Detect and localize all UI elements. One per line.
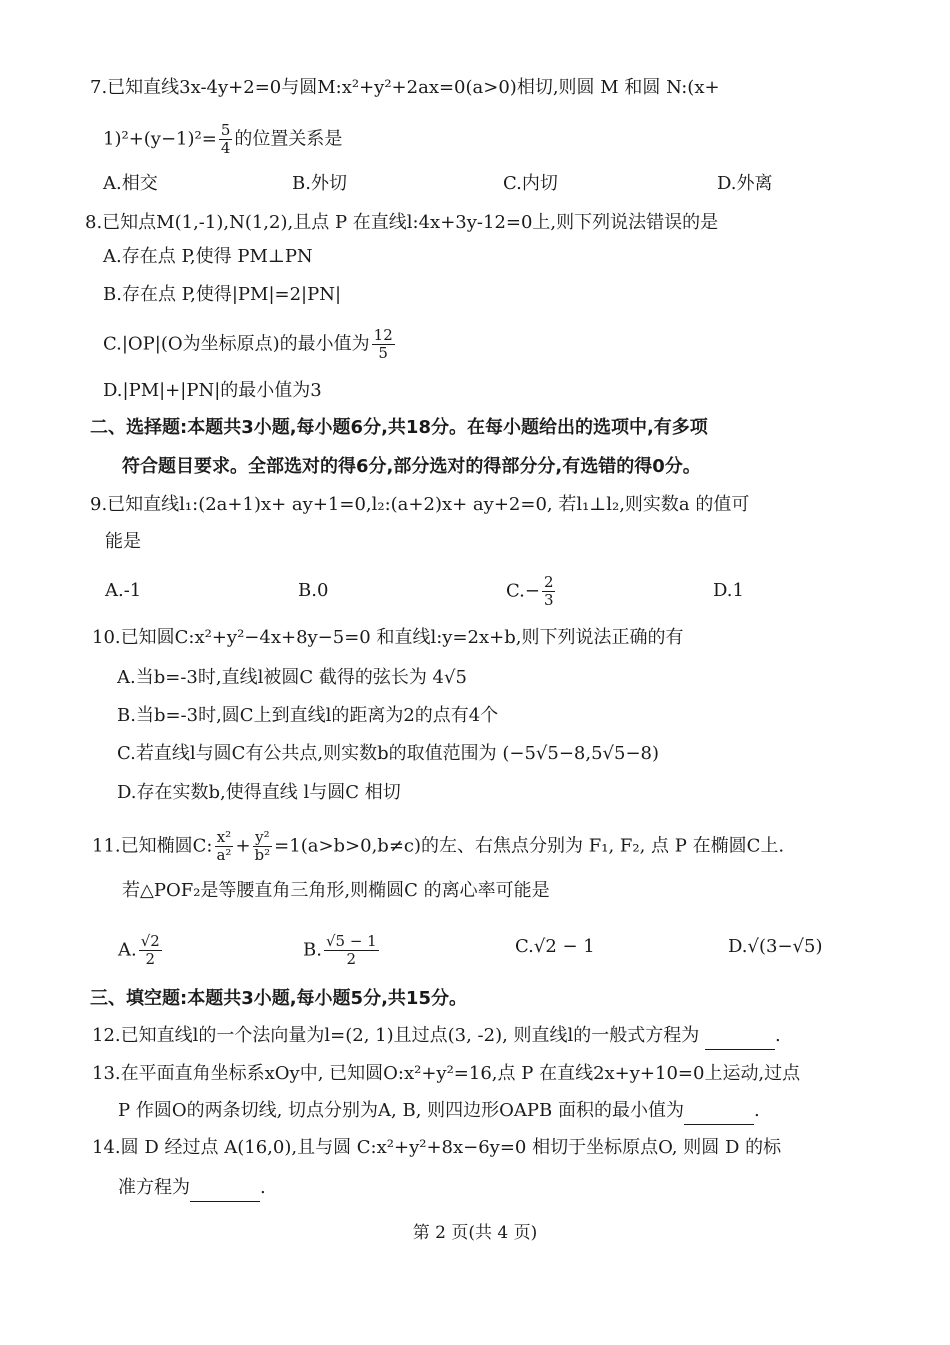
q13-period: . — [753, 1100, 760, 1121]
q13-answer-blank[interactable] — [684, 1104, 754, 1125]
q11-stem-pre: 11.已知椭圆C: — [92, 835, 213, 857]
q11-option-c: C.√2 − 1 — [515, 936, 595, 957]
q12-stem: 12.已知直线l的一个法向量为l=(2, 1)且过点(3, -2), 则直线l的一般式方程为 — [92, 1025, 700, 1046]
q11-fraction-x-numerator: x² — [216, 828, 232, 846]
q8-option-c — [103, 327, 397, 362]
q13-stem-line1: 13.在平面直角坐标系xOy中, 已知圆O:x²+y²=16,点 P 在直线2x+y+10=0上运动,过点 — [92, 1063, 801, 1084]
page-number-footer: 第 2 页(共 4 页) — [412, 1223, 538, 1243]
q8-option-a: A.存在点 P,使得 PM⊥PN — [103, 246, 313, 267]
q11-option-a-fraction — [139, 933, 162, 968]
q7-stem-line1: 7.已知直线3x-4y+2=0与圆M:x²+y²+2ax=0(a>0)相切,则圆 M 和圆 N:(x+ — [90, 77, 720, 98]
q11-stem-post: =1(a>b>0,b≠c)的左、右焦点分别为 F₁, F₂, 点 P 在椭圆C上. — [274, 835, 785, 857]
q10-option-c: C.若直线l与圆C有公共点,则实数b的取值范围为 (−5√5−8,5√5−8) — [117, 743, 660, 764]
q11-stem-line1 — [92, 829, 784, 864]
q9-stem-line2: 能是 — [105, 531, 141, 552]
q11-option-b-fraction — [324, 933, 379, 968]
q14-answer-blank[interactable] — [190, 1181, 260, 1202]
q14-stem-line1: 14.圆 D 经过点 A(16,0),且与圆 C:x²+y²+8x−6y=0 相切于坐标原点O, 则圆 D 的标 — [92, 1137, 782, 1158]
q9-option-c-fraction — [542, 574, 556, 609]
section2-heading-line2: 符合题目要求。全部选对的得6分,部分选对的得部分分,有选错的得0分。 — [122, 456, 701, 477]
q8-option-c-text: C.|OP|(O为坐标原点)的最小值为 — [103, 333, 370, 355]
q8-stem: 8.已知点M(1,-1),N(1,2),且点 P 在直线l:4x+3y-12=0上,则下列说法错误的是 — [85, 212, 719, 233]
q8-option-d: D.|PM|+|PN|的最小值为3 — [103, 380, 322, 401]
q12-line — [92, 1022, 781, 1050]
q13-line2 — [118, 1097, 760, 1125]
q11-fraction-x — [214, 829, 233, 864]
q7-fraction-denominator: 4 — [220, 139, 231, 157]
q11-option-a — [118, 933, 164, 968]
q11-fraction-y — [253, 829, 273, 864]
q7-stem-line2-post: 的位置关系是 — [234, 128, 343, 150]
q11-option-b-denominator: 2 — [346, 950, 357, 968]
q11-option-d: D.√(3−√5) — [728, 936, 823, 957]
q7-option-d: D.外离 — [717, 173, 773, 194]
q11-option-b — [303, 933, 381, 968]
q7-option-a: A.相交 — [103, 173, 158, 194]
q12-period: . — [775, 1025, 781, 1046]
q11-stem-line2: 若△POF₂是等腰直角三角形,则椭圆C 的离心率可能是 — [122, 880, 550, 901]
q14-line2 — [118, 1174, 266, 1202]
q9-stem-line1: 9.已知直线l₁:(2a+1)x+ ay+1=0,l₂:(a+2)x+ ay+2=0, 若l₁⊥l₂,则实数a 的值可 — [90, 494, 750, 515]
q8-option-c-fraction — [372, 327, 395, 362]
q11-option-a-numerator: √2 — [140, 932, 160, 950]
q7-stem-line2-pre: 1)²+(y−1)²= — [103, 128, 217, 150]
q9-option-c-denominator: 3 — [543, 591, 554, 609]
q8-option-b: B.存在点 P,使得|PM|=2|PN| — [103, 284, 342, 305]
q11-fraction-y-denominator: b² — [254, 846, 271, 864]
q11-fraction-y-numerator: y² — [255, 828, 270, 846]
q11-plus-sign: + — [235, 835, 251, 857]
q10-option-b: B.当b=-3时,圆C上到直线l的距离为2的点有4个 — [117, 705, 499, 726]
q9-option-a: A.-1 — [105, 580, 142, 601]
q9-option-c — [506, 574, 557, 609]
q14-period: . — [260, 1177, 266, 1198]
q11-option-b-label: B. — [303, 939, 322, 961]
q9-option-c-text: C.− — [506, 580, 540, 602]
q11-fraction-x-denominator: a² — [216, 846, 232, 864]
q11-option-b-numerator: √5 − 1 — [325, 932, 377, 950]
q7-fraction — [219, 122, 233, 157]
q10-stem: 10.已知圆C:x²+y²−4x+8y−5=0 和直线l:y=2x+b,则下列说法正确的有 — [92, 627, 684, 648]
q10-option-a: A.当b=-3时,直线l被圆C 截得的弦长为 4√5 — [117, 667, 467, 688]
q9-option-d: D.1 — [713, 580, 744, 601]
q12-answer-blank[interactable] — [705, 1029, 775, 1050]
q13-stem-line2: P 作圆O的两条切线, 切点分别为A, B, 则四边形OAPB 面积的最小值为 — [118, 1100, 684, 1121]
section2-heading-line1: 二、选择题:本题共3小题,每小题6分,共18分。在每小题给出的选项中,有多项 — [90, 417, 708, 438]
q7-fraction-numerator: 5 — [220, 121, 231, 139]
q11-option-a-label: A. — [118, 939, 137, 961]
q8-option-c-numerator: 12 — [373, 326, 393, 344]
q11-option-a-denominator: 2 — [145, 950, 156, 968]
q7-stem-line2 — [103, 122, 342, 157]
q7-option-c: C.内切 — [503, 173, 558, 194]
q9-option-c-numerator: 2 — [543, 573, 554, 591]
q10-option-d: D.存在实数b,使得直线 l与圆C 相切 — [117, 782, 401, 803]
q8-option-c-denominator: 5 — [378, 344, 388, 362]
q7-option-b: B.外切 — [292, 173, 347, 194]
section3-heading: 三、填空题:本题共3小题,每小题5分,共15分。 — [90, 988, 467, 1009]
q9-option-b: B.0 — [298, 580, 329, 601]
q14-stem-line2: 准方程为 — [118, 1177, 190, 1198]
